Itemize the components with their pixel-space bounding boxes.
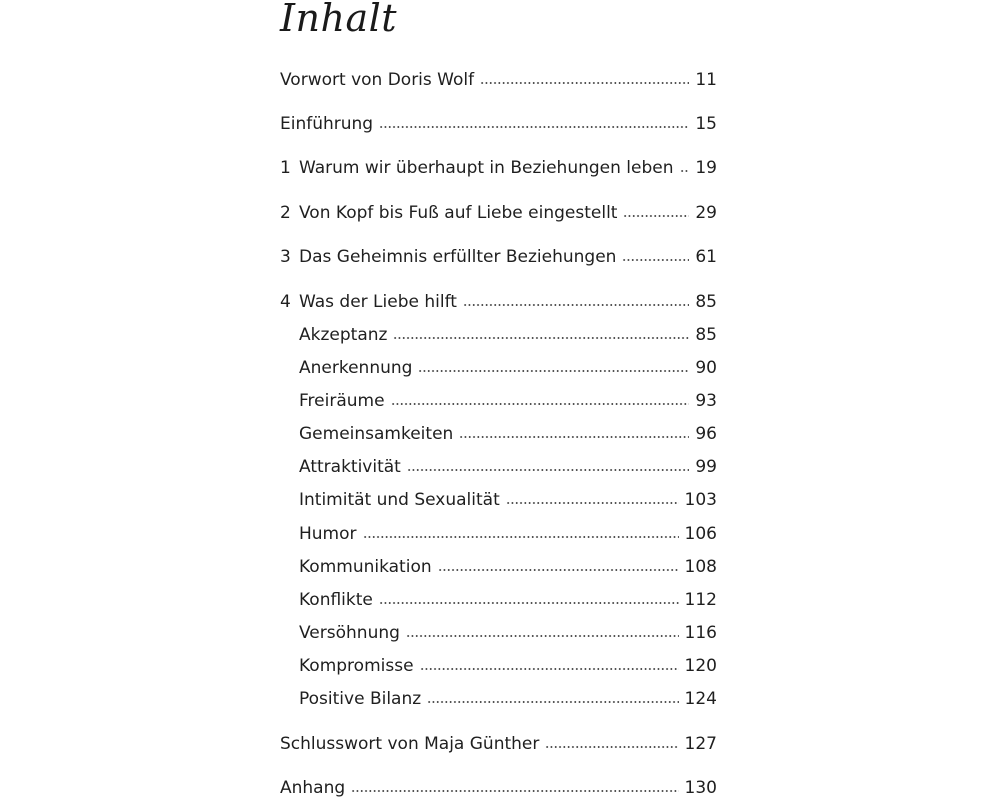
- leader-dots: [363, 524, 679, 541]
- toc-entry-label: Das Geheimnis erfüllter Beziehungen: [299, 247, 617, 267]
- toc-subentry-kommunikation[interactable]: [299, 555, 717, 581]
- toc-page: [280, 0, 720, 800]
- toc-entry-einfuehrung[interactable]: [280, 112, 717, 138]
- toc-entry-vorwort[interactable]: [280, 68, 717, 94]
- chapter-number: 1: [280, 158, 291, 178]
- toc-entry-page: 103: [684, 490, 717, 510]
- leader-dots: [680, 158, 690, 175]
- leader-dots: [480, 70, 689, 87]
- leader-dots: [393, 325, 689, 342]
- toc-subentry-anerkennung[interactable]: [299, 356, 717, 382]
- toc-entry-page: 15: [695, 114, 717, 134]
- toc-entry-page: 116: [684, 623, 717, 643]
- toc-entry-page: 93: [695, 391, 717, 411]
- toc-entry-label: Versöhnung: [299, 623, 400, 643]
- toc-entry-schlusswort[interactable]: [280, 732, 717, 758]
- toc-entry-label: Kompromisse: [299, 656, 414, 676]
- toc-entry-label: Was der Liebe hilft: [299, 292, 457, 312]
- toc-subentry-kompromisse[interactable]: [299, 654, 717, 680]
- toc-entry-page: 120: [684, 656, 717, 676]
- toc-subentry-akzeptanz[interactable]: [299, 323, 717, 349]
- chapter-number: 3: [280, 247, 291, 267]
- toc-entry-page: 99: [695, 457, 717, 477]
- toc-entry-label: Von Kopf bis Fuß auf Liebe eingestellt: [299, 203, 618, 223]
- toc-entry-label: Attraktivität: [299, 457, 401, 477]
- toc-entry-label: Freiräume: [299, 391, 385, 411]
- toc-entry-page: 85: [695, 292, 717, 312]
- leader-dots: [622, 247, 689, 264]
- leader-dots: [379, 590, 679, 607]
- toc-subentry-versoehnung[interactable]: [299, 621, 717, 647]
- toc-entry-label: Einführung: [280, 114, 374, 134]
- leader-dots: [351, 778, 678, 795]
- toc-subentry-attraktivitaet[interactable]: [299, 455, 717, 481]
- toc-entry-label: Kommunikation: [299, 557, 432, 577]
- leader-dots: [379, 114, 689, 131]
- leader-dots: [506, 490, 679, 507]
- toc-entry-label: Anerkennung: [299, 358, 413, 378]
- toc-entry-label: Akzeptanz: [299, 325, 388, 345]
- toc-entry-label: Humor: [299, 524, 357, 544]
- toc-entry-page: 124: [684, 689, 717, 709]
- toc-entry-label: Vorwort von Doris Wolf: [280, 70, 475, 90]
- page-title: Inhalt: [280, 0, 398, 40]
- toc-entry-label: Anhang: [280, 778, 346, 798]
- leader-dots: [463, 292, 689, 309]
- toc-entry-page: 19: [695, 158, 717, 178]
- leader-dots: [545, 734, 678, 751]
- leader-dots: [406, 623, 679, 640]
- toc-entry-chapter-4[interactable]: [280, 290, 717, 316]
- toc-entry-page: 90: [695, 358, 717, 378]
- toc-entry-label: Warum wir überhaupt in Beziehungen leben: [299, 158, 674, 178]
- leader-dots: [418, 358, 689, 375]
- toc-entry-label: Gemeinsamkeiten: [299, 424, 454, 444]
- leader-dots: [459, 424, 689, 441]
- toc-entry-page: 29: [695, 203, 717, 223]
- toc-subentry-humor[interactable]: [299, 522, 717, 548]
- toc-subentry-konflikte[interactable]: [299, 588, 717, 614]
- leader-dots: [420, 656, 679, 673]
- toc-subentry-intimitaet[interactable]: [299, 488, 717, 514]
- toc-entry-page: 127: [684, 734, 717, 754]
- toc-entry-page: 11: [695, 70, 717, 90]
- toc-subentry-gemeinsamkeiten[interactable]: [299, 422, 717, 448]
- toc-entry-chapter-3[interactable]: [280, 245, 717, 271]
- leader-dots: [427, 689, 678, 706]
- toc-entry-page: 130: [684, 778, 717, 798]
- toc-entry-chapter-1[interactable]: [280, 156, 717, 182]
- toc-entry-label: Intimität und Sexualität: [299, 490, 500, 510]
- toc-entry-page: 61: [695, 247, 717, 267]
- toc-entry-page: 85: [695, 325, 717, 345]
- toc-entry-page: 108: [684, 557, 717, 577]
- leader-dots: [407, 457, 690, 474]
- toc-entry-label: Konflikte: [299, 590, 373, 610]
- toc-entry-anhang[interactable]: [280, 776, 717, 802]
- chapter-number: 4: [280, 292, 291, 312]
- toc-entry-label: Positive Bilanz: [299, 689, 422, 709]
- leader-dots: [623, 203, 689, 220]
- toc-entry-page: 106: [684, 524, 717, 544]
- chapter-number: 2: [280, 203, 291, 223]
- toc-entry-page: 112: [684, 590, 717, 610]
- toc-subentry-positive-bilanz[interactable]: [299, 687, 717, 713]
- toc-subentry-freiraeume[interactable]: [299, 389, 717, 415]
- leader-dots: [391, 391, 690, 408]
- leader-dots: [438, 557, 679, 574]
- toc-entry-chapter-2[interactable]: [280, 201, 717, 227]
- toc-entry-page: 96: [695, 424, 717, 444]
- toc-entry-label: Schlusswort von Maja Günther: [280, 734, 540, 754]
